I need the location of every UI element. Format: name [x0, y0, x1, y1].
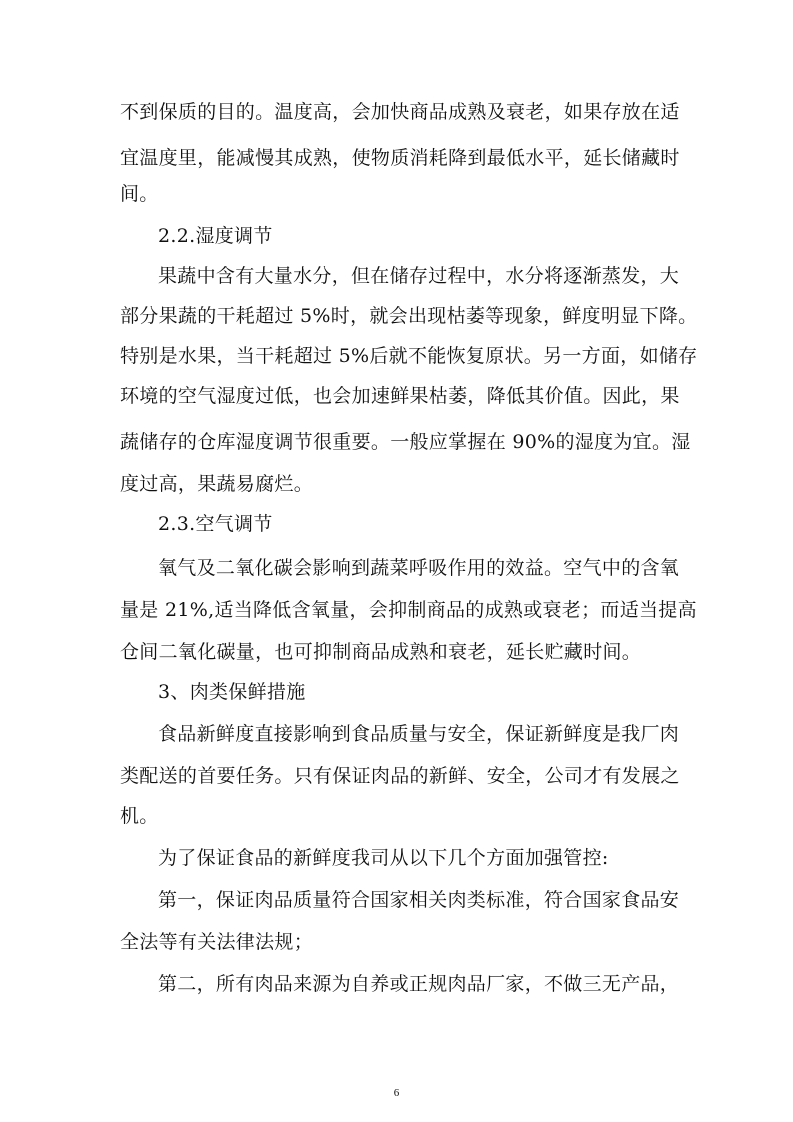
paragraph-line: 类配送的首要任务。只有保证肉品的新鲜、安全，公司才有发展之	[120, 765, 680, 787]
paragraph-line: 仓间二氧化碳量，也可抑制商品成熟和衰老，延长贮藏时间。	[120, 641, 642, 663]
section-heading: 2.3.空气调节	[158, 513, 273, 535]
paragraph-line: 第二，所有肉品来源为自养或正规肉品厂家，不做三无产品，	[158, 973, 680, 995]
paragraph-line: 机。	[120, 805, 159, 827]
paragraph-line: 宜温度里，能减慢其成熟，使物质消耗降到最低水平，延长储藏时	[120, 147, 680, 169]
paragraph-line: 间。	[120, 183, 159, 205]
section-heading: 3、肉类保鲜措施	[158, 681, 306, 703]
paragraph-line: 度过高，果蔬易腐烂。	[120, 473, 314, 495]
paragraph-line: 环境的空气湿度过低，也会加速鲜果枯萎，降低其价值。因此，果	[120, 385, 680, 407]
paragraph-line: 第一，保证肉品质量符合国家相关肉类标准，符合国家食品安	[158, 889, 680, 911]
paragraph-line: 特别是水果，当干耗超过 5%后就不能恢复原状。另一方面，如储存	[120, 345, 698, 367]
paragraph-line: 果蔬中含有大量水分，但在储存过程中，水分将逐渐蒸发，大	[158, 265, 680, 287]
section-heading: 2.2.湿度调节	[158, 225, 273, 247]
paragraph-line: 蔬储存的仓库湿度调节很重要。一般应掌握在 90%的湿度为宜。湿	[120, 431, 691, 453]
paragraph-line: 不到保质的目的。温度高，会加快商品成熟及衰老，如果存放在适	[120, 101, 680, 123]
page-number: 6	[393, 1087, 400, 1099]
paragraph-line: 部分果蔬的干耗超过 5%时，就会出现枯萎等现象，鲜度明显下降。	[120, 305, 698, 327]
paragraph-line: 全法等有关法律法规；	[120, 931, 314, 953]
paragraph-line: 量是 21%,适当降低含氧量，会抑制商品的成熟或衰老；而适当提高	[120, 599, 697, 621]
paragraph-line: 氧气及二氧化碳会影响到蔬菜呼吸作用的效益。空气中的含氧	[158, 557, 680, 579]
paragraph-line: 食品新鲜度直接影响到食品质量与安全，保证新鲜度是我厂肉	[158, 723, 680, 745]
paragraph-line: 为了保证食品的新鲜度我司从以下几个方面加强管控:	[158, 847, 609, 869]
